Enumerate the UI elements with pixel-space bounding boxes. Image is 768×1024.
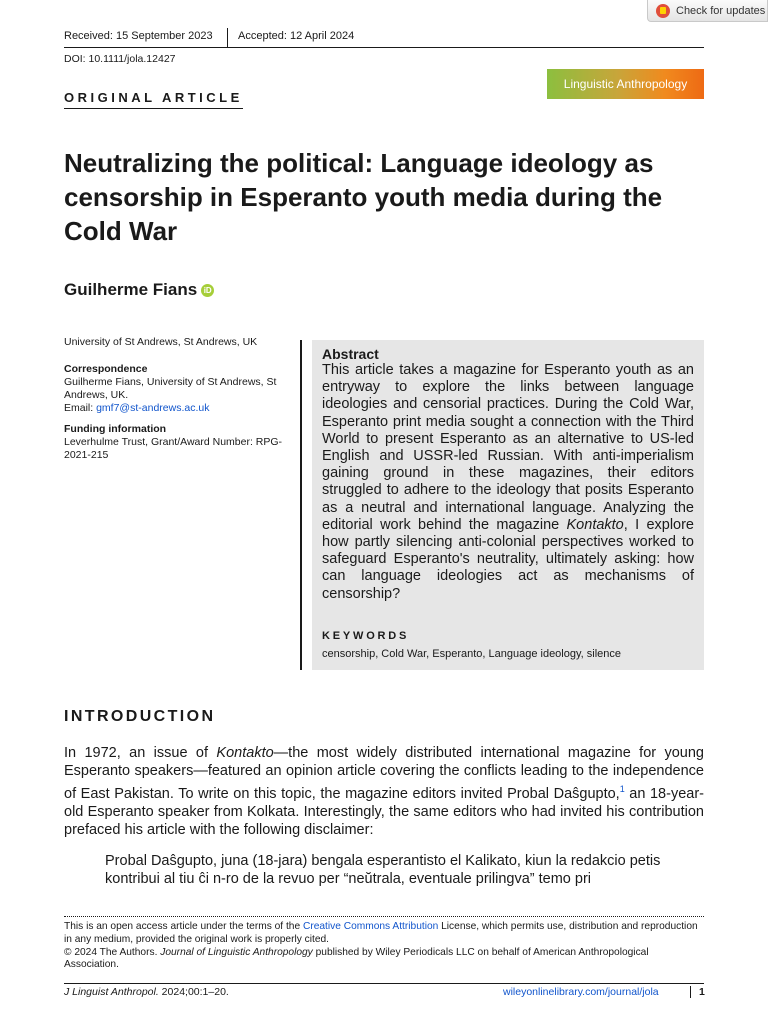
orcid-icon[interactable]: iD xyxy=(201,284,214,297)
license-link[interactable]: Creative Commons Attribution xyxy=(302,921,439,932)
keywords: censorship, Cold War, Esperanto, Language ideology, silence xyxy=(322,648,622,660)
block-quote: Probal Daŝgupto, juna (18-jara) bengala esperantisto el Kalikato, kiun la redakcio petis kontribui al tiu ĉi n-ro de la revuo per “neŭtrala, eventuale prilingva” temo pri xyxy=(105,853,661,887)
license-footer xyxy=(64,921,704,972)
journal-issue: 2024;00:1–20. xyxy=(158,986,229,998)
header-separator xyxy=(227,28,228,47)
crossmark-icon xyxy=(656,4,670,18)
author xyxy=(64,280,214,300)
abstract-rule xyxy=(300,340,302,670)
author-name[interactable]: Guilherme Fians xyxy=(64,280,198,299)
license-line xyxy=(64,921,704,947)
abstract-box xyxy=(312,340,704,670)
footnote-ref[interactable]: 1 xyxy=(619,784,625,794)
journal-logo[interactable]: Linguistic Anthropology xyxy=(547,69,704,99)
header-rule xyxy=(64,47,704,48)
abstract-italic: Kontakto xyxy=(566,516,624,533)
email-line xyxy=(64,402,289,415)
article-title: Neutralizing the political: Language ideology as censorship in Esperanto youth media during the Cold War xyxy=(64,148,663,246)
received-date: Received: 15 September 2023 xyxy=(64,30,213,42)
journal-reference xyxy=(64,986,229,998)
license-text: This is an open access article under the terms of the xyxy=(64,921,303,932)
email-label: Email: xyxy=(64,402,97,414)
abstract-text-part: , I explore how partly silencing anti-colonial perspectives worked to safeguard Esperanto's neutrality, ultimately asking: how can language ideologies act as mechanisms of censorship? xyxy=(322,516,694,602)
journal-url-link[interactable]: wileyonlinelibrary.com/journal/jola xyxy=(503,986,659,998)
footer-dotted-rule xyxy=(64,916,704,917)
copyright-text: © 2024 The Authors. xyxy=(64,946,161,958)
check-for-updates-button[interactable] xyxy=(647,0,768,22)
journal-abbrev: J Linguist Anthropol. xyxy=(64,986,159,998)
paragraph-text: an 18-year-old Esperanto speaker from Kolkata. Interestingly, the same editors who had invited his contribution prefaced his article with the following disclaimer: xyxy=(64,785,704,838)
funding-text: Leverhulme Trust, Grant/Award Number: RPG-2021-215 xyxy=(64,436,283,461)
introduction-heading: INTRODUCTION xyxy=(64,708,216,725)
author-info-sidebar xyxy=(64,336,289,462)
email-link[interactable]: gmf7@st-andrews.ac.uk xyxy=(96,402,210,414)
check-for-updates-label: Check for updates xyxy=(676,4,766,17)
license-text: License, which permits use, distribution and reproduction in any medium, provided the original work is properly cited. xyxy=(64,921,698,945)
funding-heading: Funding information xyxy=(64,423,167,435)
journal-name: Journal of Linguistic Anthropology xyxy=(160,946,313,958)
copyright-line xyxy=(64,947,704,973)
affiliation: University of St Andrews, St Andrews, UK xyxy=(64,336,258,348)
introduction-paragraph xyxy=(64,744,704,839)
abstract-text-part: This article takes a magazine for Esperanto youth as an entryway to explore the links between language ideologies and censorial practices. During the Cold War, Esperanto print media sought a connection with the Third World to present Esperanto as an alternative to US-led English and USSR-led Russian. With anti-imperialism gaining ground in these magazines, their editors struggled to adhere to the ideology that posits Esperanto as a neutral and international language. Analyzing the editorial work behind the magazine xyxy=(322,362,694,533)
doi[interactable]: DOI: 10.1111/jola.12427 xyxy=(64,53,176,65)
article-type: ORIGINAL ARTICLE xyxy=(64,90,243,109)
paragraph-text: —the most widely distributed international magazine for young Esperanto speakers—featured an opinion article covering the conflicts leading to the independence of East Pakistan. To write on this topic, the magazine editors invited Probal Daŝgupto, xyxy=(64,745,704,802)
correspondence-heading: Correspondence xyxy=(64,363,148,375)
page-number: 1 xyxy=(690,986,705,998)
bottom-rule xyxy=(64,983,704,984)
accepted-date: Accepted: 12 April 2024 xyxy=(238,30,355,42)
abstract-text xyxy=(322,362,694,603)
abstract-heading: Abstract xyxy=(322,346,379,362)
copyright-text: published by Wiley Periodicals LLC on behalf of American Anthropological Association. xyxy=(64,946,649,971)
correspondence-text: Guilherme Fians, University of St Andrews, St Andrews, UK. xyxy=(64,376,277,401)
paragraph-italic: Kontakto xyxy=(216,745,274,761)
keywords-heading: KEYWORDS xyxy=(322,630,410,642)
paragraph-text: In 1972, an issue of xyxy=(64,745,217,761)
